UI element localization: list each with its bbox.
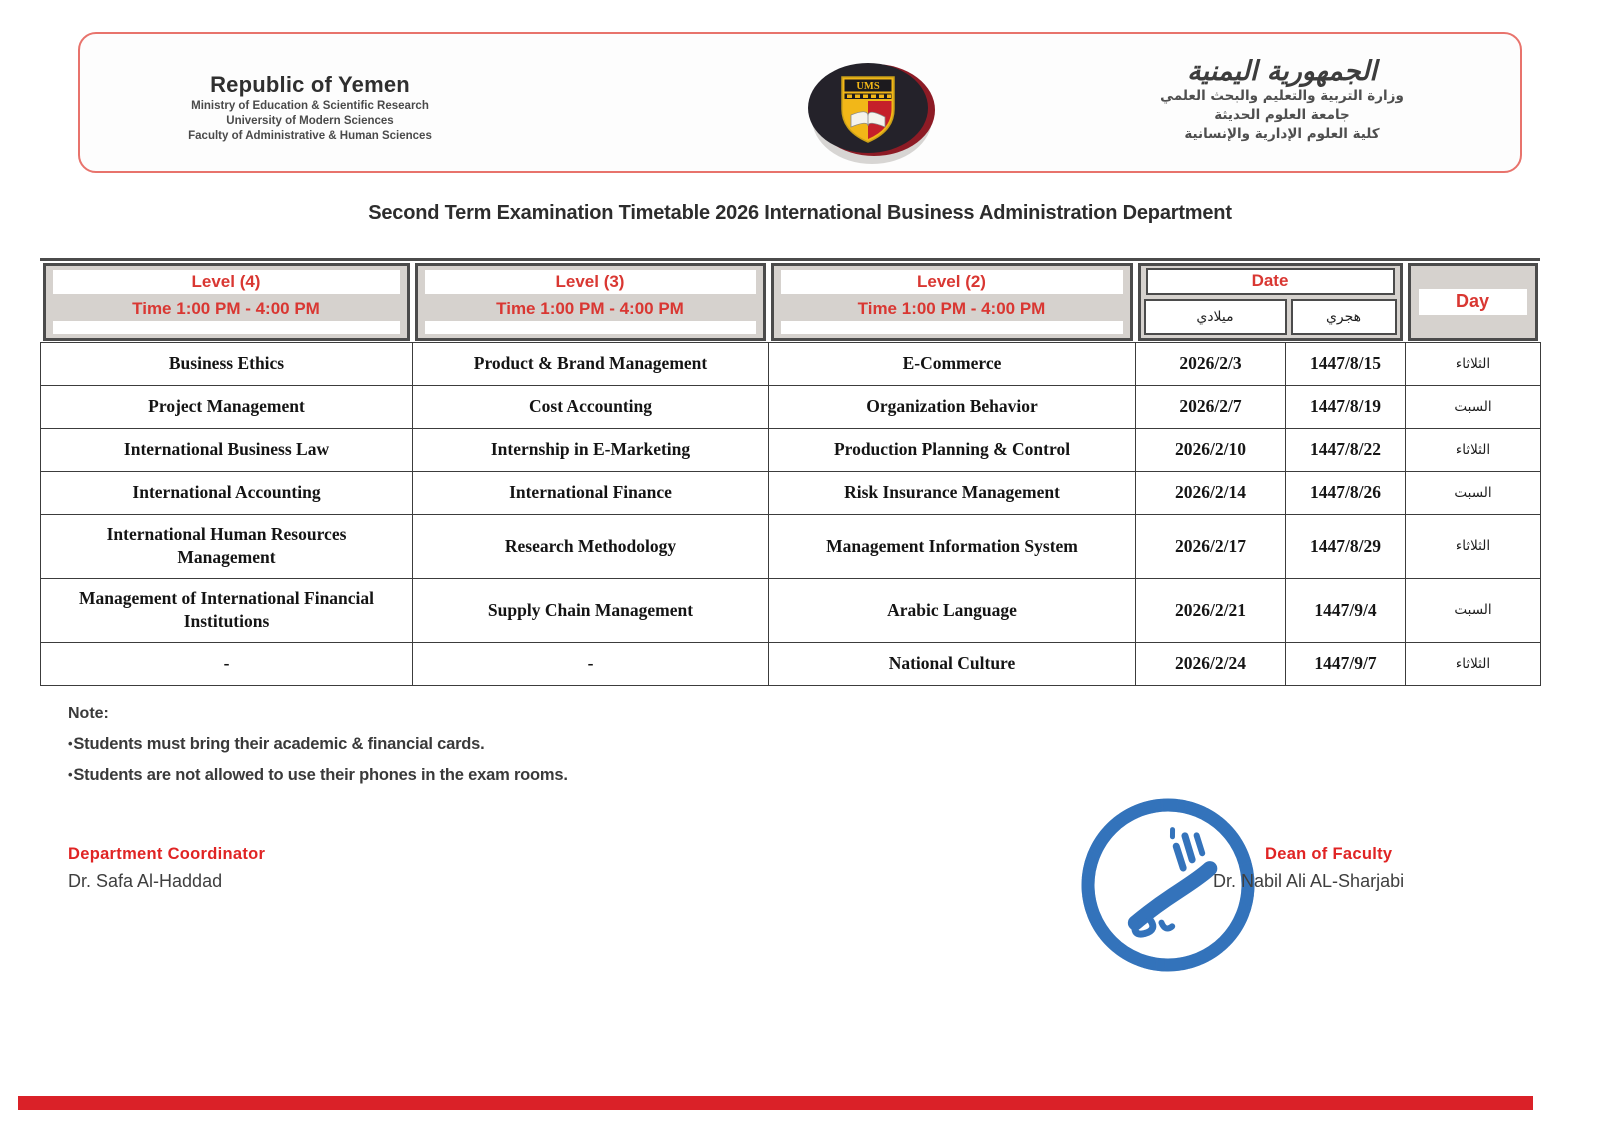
hijri-subheader: هجري [1291,299,1397,335]
course-cell-level3: Research Methodology [413,514,769,578]
header-level4 [43,263,410,341]
date-cell-hijri: 1447/8/26 [1286,471,1406,514]
country-title: Republic of Yemen [210,72,410,97]
course-cell-level3: Internship in E-Marketing [413,428,769,471]
note-item: •Students are not allowed to use their phones in the exam rooms. [68,766,568,784]
date-cell-hijri: 1447/8/29 [1286,514,1406,578]
course-cell-level3: Product & Brand Management [413,342,769,385]
ministry-line-en: Ministry of Education & Scientific Research [191,100,429,112]
day-label: Day [1419,289,1527,315]
gregorian-subheader: ميلادي [1144,299,1287,335]
table-row [41,642,1541,685]
note-item: •Students must bring their academic & financial cards. [68,735,485,753]
course-cell-level2: Risk Insurance Management [769,471,1136,514]
table-row [41,471,1541,514]
course-cell-level4: International Accounting [41,471,413,514]
date-cell-gregorian: 2026/2/21 [1136,578,1286,642]
coordinator-role: Department Coordinator [68,845,266,863]
bullet-glyph: • [68,736,73,751]
level4-time: Time 1:00 PM - 4:00 PM [132,299,320,318]
timetable-body [40,342,1541,686]
letterhead-box [78,32,1522,173]
course-cell-level4: Project Management [41,385,413,428]
coordinator-name: Dr. Safa Al-Haddad [68,871,223,891]
level4-label: Level (4) [191,271,261,291]
date-cell-gregorian: 2026/2/24 [1136,642,1286,685]
dean-signature-block [1213,845,1473,892]
course-cell-level4: - [41,642,413,685]
day-cell: الثلاثاء [1406,342,1541,385]
date-cell-hijri: 1447/9/7 [1286,642,1406,685]
level3-label: Level (3) [555,271,625,291]
course-cell-level2: Management Information System [769,514,1136,578]
date-cell-gregorian: 2026/2/14 [1136,471,1286,514]
date-cell-gregorian: 2026/2/3 [1136,342,1286,385]
coordinator-signature-block [68,845,265,892]
letterhead-arabic [1072,56,1492,144]
date-label: Date [1146,268,1395,295]
day-cell: الثلاثاء [1406,642,1541,685]
header-level3 [415,263,766,341]
course-cell-level4: Business Ethics [41,342,413,385]
course-cell-level4: Management of International Financial Institutions [41,578,413,642]
day-cell: السبت [1406,578,1541,642]
country-title-arabic: الجمهورية اليمنية [1187,56,1377,87]
course-cell-level2: Arabic Language [769,578,1136,642]
table-header-row [40,263,1540,341]
header-level2 [771,263,1133,341]
footer-accent-bar [18,1096,1533,1110]
university-line-ar: جامعة العلوم الحديثة [1214,107,1350,123]
table-row [41,578,1541,642]
faculty-line-en: Faculty of Administrative & Human Sciences [188,130,432,142]
table-row [41,514,1541,578]
timetable [40,258,1540,686]
course-cell-level3: International Finance [413,471,769,514]
day-cell: الثلاثاء [1406,428,1541,471]
date-cell-gregorian: 2026/2/10 [1136,428,1286,471]
faculty-line-ar: كلية العلوم الإدارية والإنسانية [1184,126,1380,142]
header-day [1408,263,1538,341]
course-cell-level3: Supply Chain Management [413,578,769,642]
notes-section [68,705,568,785]
course-cell-level3: Cost Accounting [413,385,769,428]
level3-time: Time 1:00 PM - 4:00 PM [496,299,684,318]
course-cell-level4: International Human Resources Management [41,514,413,578]
letterhead-english [110,72,510,143]
table-row [41,342,1541,385]
course-cell-level2: National Culture [769,642,1136,685]
course-cell-level2: Production Planning & Control [769,428,1136,471]
date-cell-gregorian: 2026/2/17 [1136,514,1286,578]
date-cell-hijri: 1447/8/19 [1286,385,1406,428]
dean-role: Dean of Faculty [1265,845,1393,863]
table-row [41,385,1541,428]
level2-label: Level (2) [917,271,986,291]
dean-name: Dr. Nabil Ali AL-Sharjabi [1213,871,1405,891]
level2-time: Time 1:00 PM - 4:00 PM [857,299,1046,318]
ministry-line-ar: وزارة التربية والتعليم والبحث العلمي [1160,88,1404,104]
course-cell-level2: Organization Behavior [769,385,1136,428]
note-heading: Note: [68,705,109,722]
university-logo [792,60,942,170]
bullet-glyph: • [68,767,73,782]
logo-ums-text: UMS [856,81,880,92]
page-title: Second Term Examination Timetable 2026 International Business Administration Department [368,202,1232,224]
table-top-border [40,258,1540,261]
date-cell-gregorian: 2026/2/7 [1136,385,1286,428]
day-cell: السبت [1406,471,1541,514]
course-cell-level3: - [413,642,769,685]
day-cell: الثلاثاء [1406,514,1541,578]
header-date [1138,263,1403,341]
table-row [41,428,1541,471]
course-cell-level2: E-Commerce [769,342,1136,385]
date-cell-hijri: 1447/9/4 [1286,578,1406,642]
date-cell-hijri: 1447/8/22 [1286,428,1406,471]
day-cell: السبت [1406,385,1541,428]
course-cell-level4: International Business Law [41,428,413,471]
university-line-en: University of Modern Sciences [226,115,394,127]
date-cell-hijri: 1447/8/15 [1286,342,1406,385]
